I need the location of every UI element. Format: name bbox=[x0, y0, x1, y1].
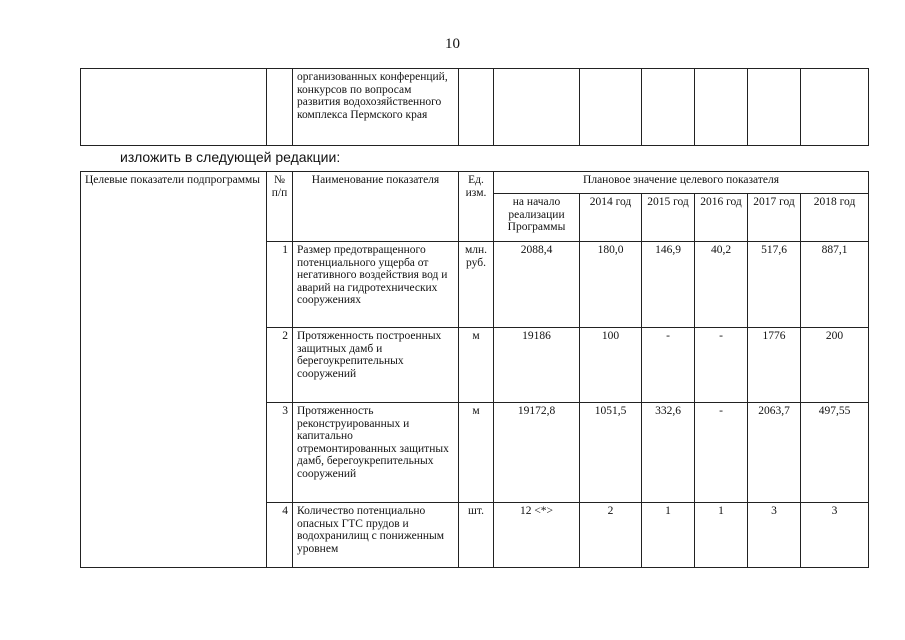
value-2014: 1051,5 bbox=[580, 403, 642, 503]
start-header: на начало реализации Программы bbox=[494, 194, 580, 242]
value-2016: 40,2 bbox=[695, 242, 748, 328]
num-header: № п/п bbox=[267, 172, 293, 242]
year-2015-header: 2015 год bbox=[642, 194, 695, 242]
year-2016-header: 2016 год bbox=[695, 194, 748, 242]
value-start: 19186 bbox=[494, 328, 580, 403]
indicator-name: Протяженность построенных защитных дамб и берегоукрепительных сооружений bbox=[293, 328, 459, 403]
value-start: 19172,8 bbox=[494, 403, 580, 503]
goal-header: Целевые показатели подпрограммы bbox=[81, 172, 267, 568]
value-2016: - bbox=[695, 328, 748, 403]
value-2014: 100 bbox=[580, 328, 642, 403]
row-num: 2 bbox=[267, 328, 293, 403]
value-2015: 1 bbox=[642, 503, 695, 568]
row-num: 3 bbox=[267, 403, 293, 503]
indicator-name: организованных конференций, конкурсов по вопросам развития водохозяйственного комплекса Пермского края bbox=[293, 69, 459, 146]
value-2018: 497,55 bbox=[801, 403, 869, 503]
intro-text: изложить в следующей редакции: bbox=[120, 149, 341, 165]
value-2015: - bbox=[642, 328, 695, 403]
page-number: 10 bbox=[445, 36, 460, 52]
unit-header: Ед. изм. bbox=[459, 172, 494, 242]
value-2016: 1 bbox=[695, 503, 748, 568]
year-2018-header: 2018 год bbox=[801, 194, 869, 242]
value-2017: 2063,7 bbox=[748, 403, 801, 503]
unit: м bbox=[459, 328, 494, 403]
value-2015: 146,9 bbox=[642, 242, 695, 328]
value-start: 12 <*> bbox=[494, 503, 580, 568]
row-num: 4 bbox=[267, 503, 293, 568]
indicator-name: Протяженность реконструированных и капитально отремонтированных защитных дамб, берегоукрепительных сооружений bbox=[293, 403, 459, 503]
value-2017: 3 bbox=[748, 503, 801, 568]
value-2016: - bbox=[695, 403, 748, 503]
name-header: Наименование показателя bbox=[293, 172, 459, 242]
unit: млн. руб. bbox=[459, 242, 494, 328]
value-2017: 1776 bbox=[748, 328, 801, 403]
indicator-name: Размер предотвращенного потенциального ущерба от негативного воздействия вод и аварий на гидротехнических сооружениях bbox=[293, 242, 459, 328]
row-num: 1 bbox=[267, 242, 293, 328]
table-row bbox=[81, 69, 869, 146]
unit: шт. bbox=[459, 503, 494, 568]
value-2018: 3 bbox=[801, 503, 869, 568]
header-row bbox=[81, 172, 869, 194]
value-2018: 887,1 bbox=[801, 242, 869, 328]
value-2014: 2 bbox=[580, 503, 642, 568]
indicator-name: Количество потенциально опасных ГТС прудов и водохранилищ с пониженным уровнем bbox=[293, 503, 459, 568]
year-2014-header: 2014 год bbox=[580, 194, 642, 242]
value-start: 2088,4 bbox=[494, 242, 580, 328]
value-2015: 332,6 bbox=[642, 403, 695, 503]
value-2017: 517,6 bbox=[748, 242, 801, 328]
plan-header: Плановое значение целевого показателя bbox=[494, 172, 869, 194]
previous-table-fragment bbox=[80, 68, 869, 146]
indicators-table bbox=[80, 171, 869, 568]
value-2018: 200 bbox=[801, 328, 869, 403]
value-2014: 180,0 bbox=[580, 242, 642, 328]
unit: м bbox=[459, 403, 494, 503]
year-2017-header: 2017 год bbox=[748, 194, 801, 242]
